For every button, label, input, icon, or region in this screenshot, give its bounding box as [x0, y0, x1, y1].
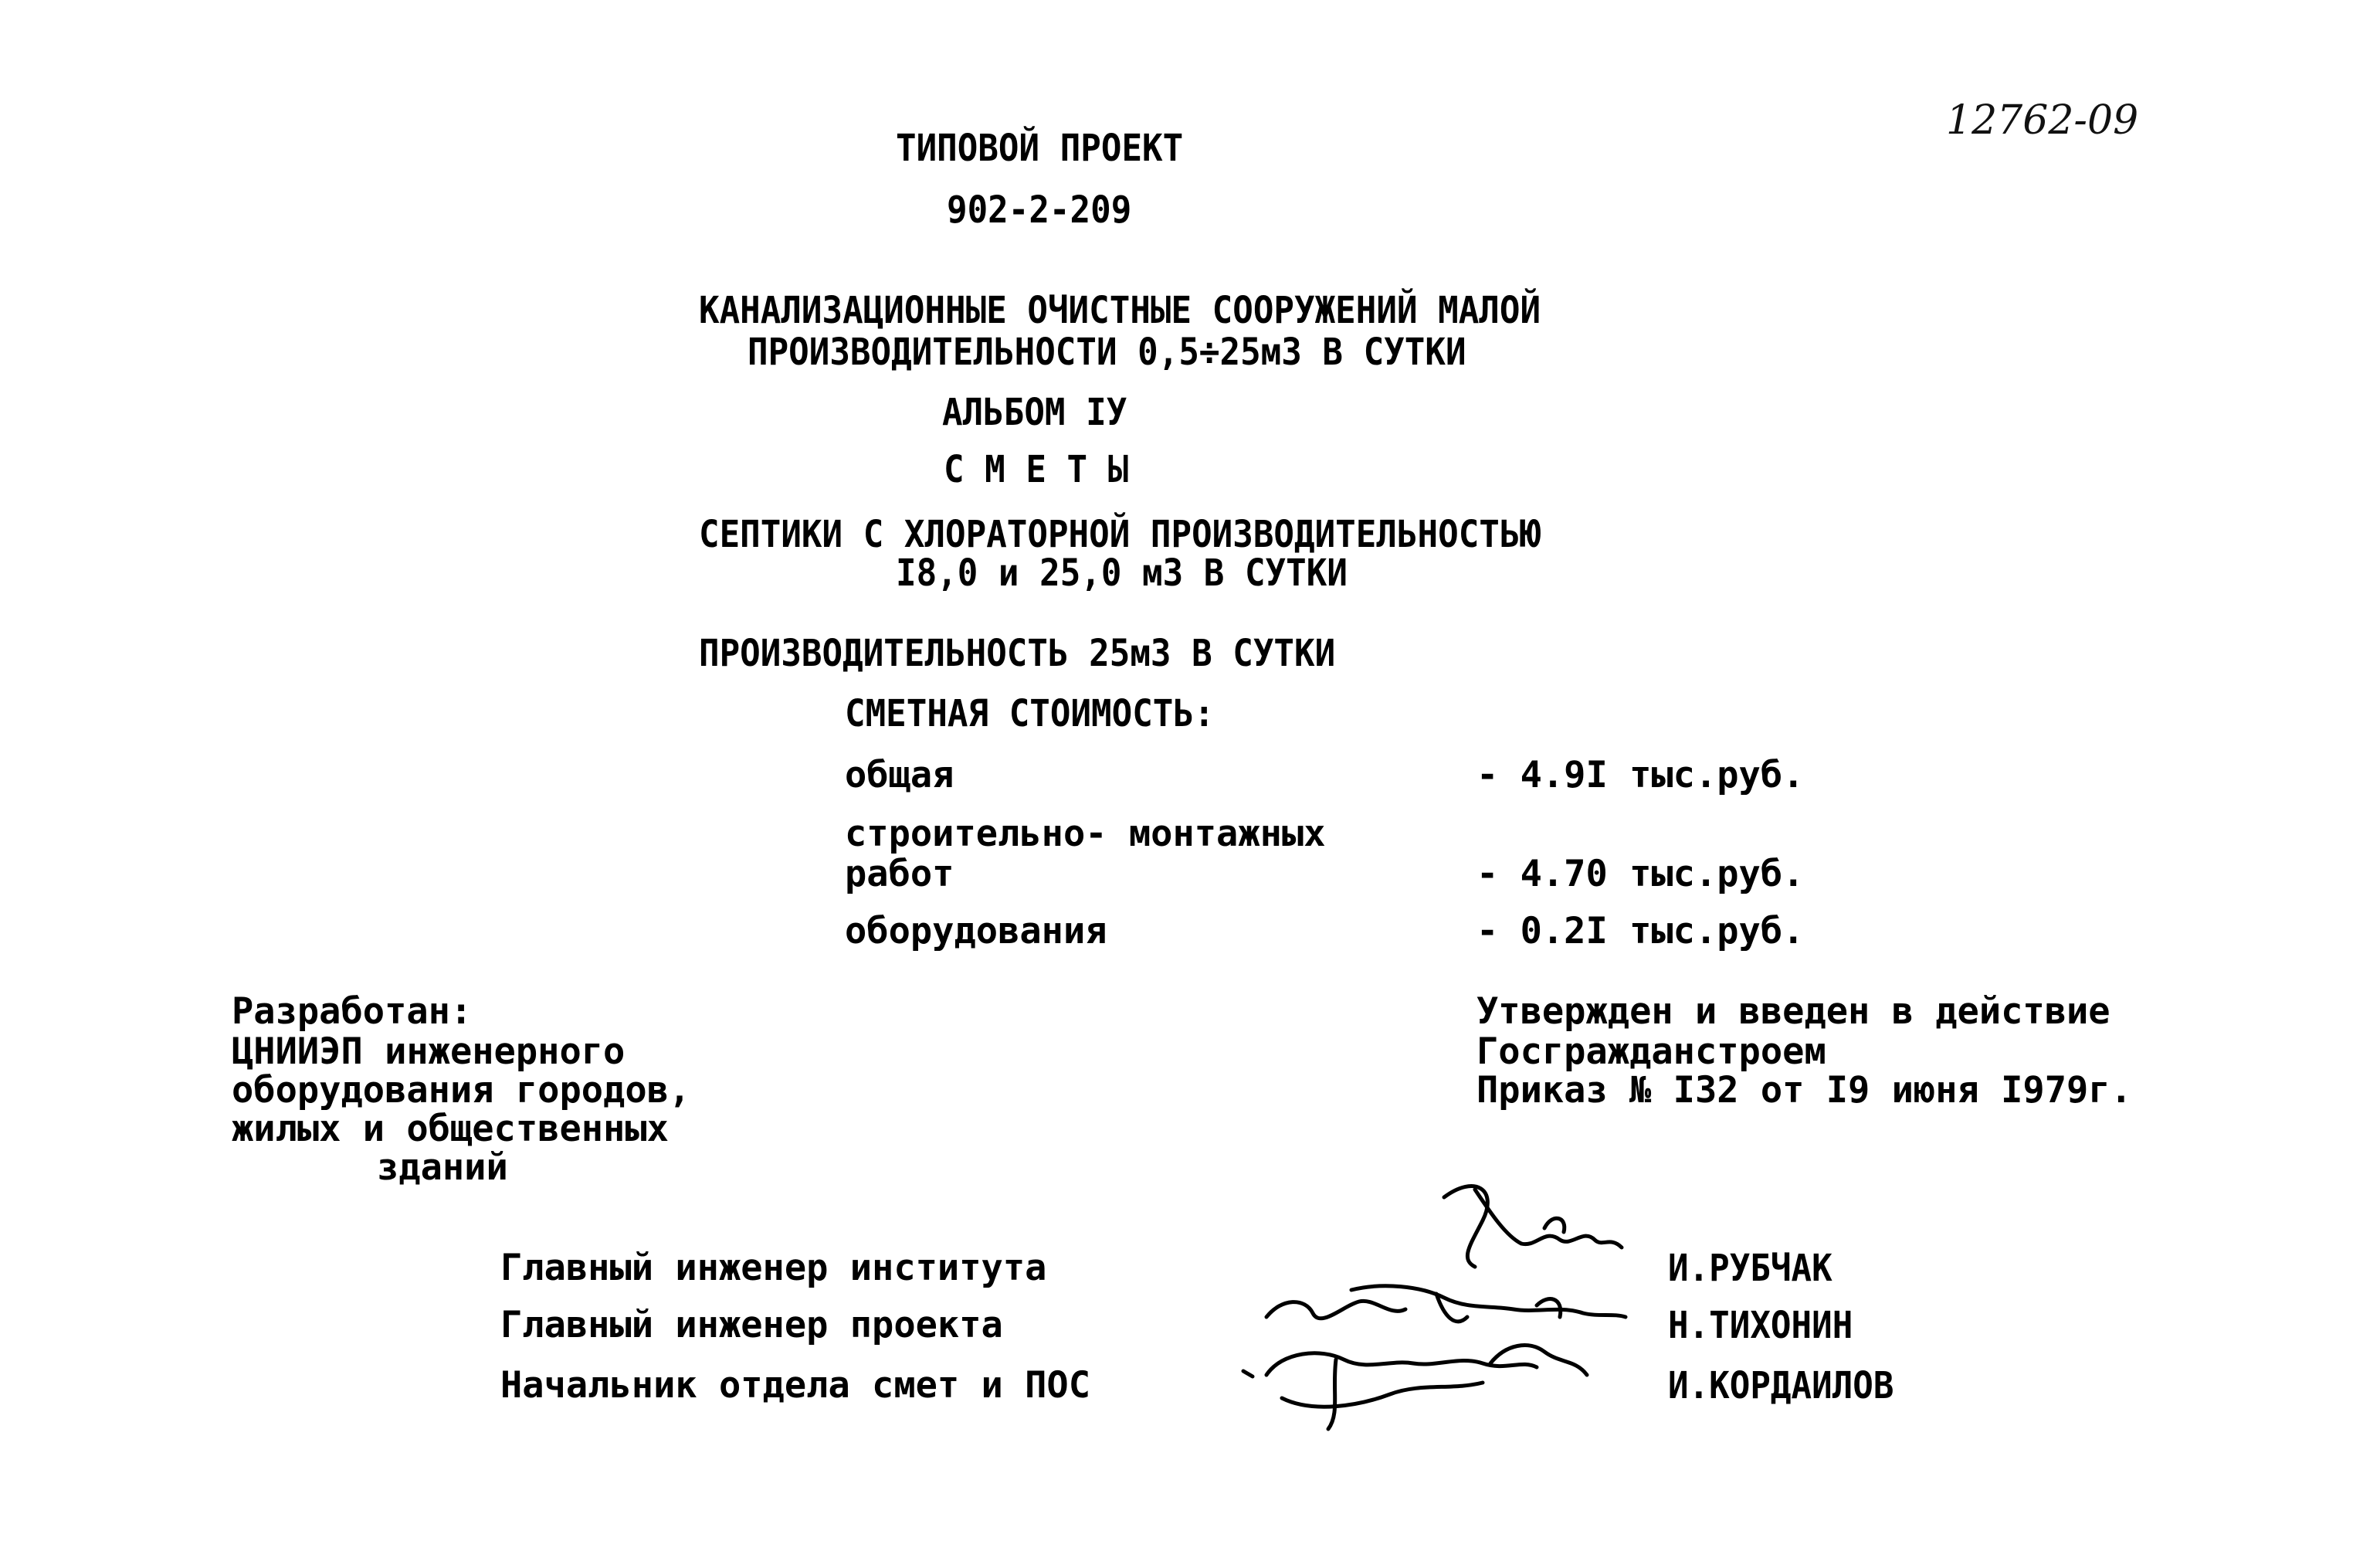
cost-construction-label-2: работ: [845, 853, 954, 895]
cost-heading: СМЕТНАЯ СТОИМОСТЬ:: [845, 692, 1215, 735]
title-line-1: КАНАЛИЗАЦИОННЫЕ ОЧИСТНЫЕ СООРУЖЕНИЙ МАЛОЙ: [699, 289, 1541, 332]
subject-line-2: I8,0 и 25,0 м3 В СУТКИ: [896, 552, 1348, 595]
cost-construction-value: - 4.70 тыс.руб.: [1476, 853, 1805, 895]
cost-construction-label-1: строительно- монтажных: [845, 813, 1326, 855]
signature-1-graphic: [1429, 1174, 1629, 1290]
signatory-3-position: Начальник отдела смет и ПОС: [500, 1364, 1091, 1407]
signature-3-graphic: [1236, 1329, 1591, 1437]
approval-line-1: Утвержден и введен в действие: [1476, 990, 2110, 1033]
project-type-label: ТИПОВОЙ ПРОЕКТ: [896, 127, 1184, 170]
handwritten-archive-number: 12762-09: [1946, 97, 2139, 144]
album-label: АЛЬБОМ IУ: [942, 391, 1127, 434]
cost-equipment-value: - 0.2I тыс.руб.: [1476, 910, 1805, 952]
subject-line-1: СЕПТИКИ С ХЛОРАТОРНОЙ ПРОИЗВОДИТЕЛЬНОСТЬЮ: [699, 513, 1541, 556]
developer-line-3: жилых и общественных: [232, 1108, 669, 1150]
developer-line-4: зданий: [377, 1146, 508, 1189]
developer-heading: Разработан:: [232, 990, 473, 1033]
developer-line-1: ЦНИИЭП инженерного: [232, 1030, 626, 1073]
signatory-2-position: Главный инженер проекта: [500, 1304, 1003, 1346]
project-number: 902-2-209: [947, 188, 1132, 232]
cost-equipment-label: оборудования: [845, 910, 1107, 952]
section-label: С М Е Т Ы: [944, 448, 1129, 491]
developer-line-2: оборудования городов,: [232, 1069, 691, 1112]
approval-line-3: Приказ № I32 от I9 июня I979г.: [1476, 1069, 2132, 1112]
capacity-line: ПРОИЗВОДИТЕЛЬНОСТЬ 25м3 В СУТКИ: [699, 632, 1336, 675]
cost-total-value: - 4.9I тыс.руб.: [1476, 754, 1805, 796]
signatory-1-name: И.РУБЧАК: [1668, 1247, 1832, 1290]
title-line-2: ПРОИЗВОДИТЕЛЬНОСТИ 0,5÷25м3 В СУТКИ: [748, 331, 1466, 374]
signatory-2-name: Н.ТИХОНИН: [1668, 1304, 1853, 1347]
signatory-3-name: И.КОРДАИЛОВ: [1668, 1364, 1894, 1407]
cost-total-label: общая: [845, 754, 954, 796]
approval-line-2: Госгражданстроем: [1476, 1030, 1826, 1073]
signatory-1-position: Главный инженер института: [500, 1247, 1047, 1289]
